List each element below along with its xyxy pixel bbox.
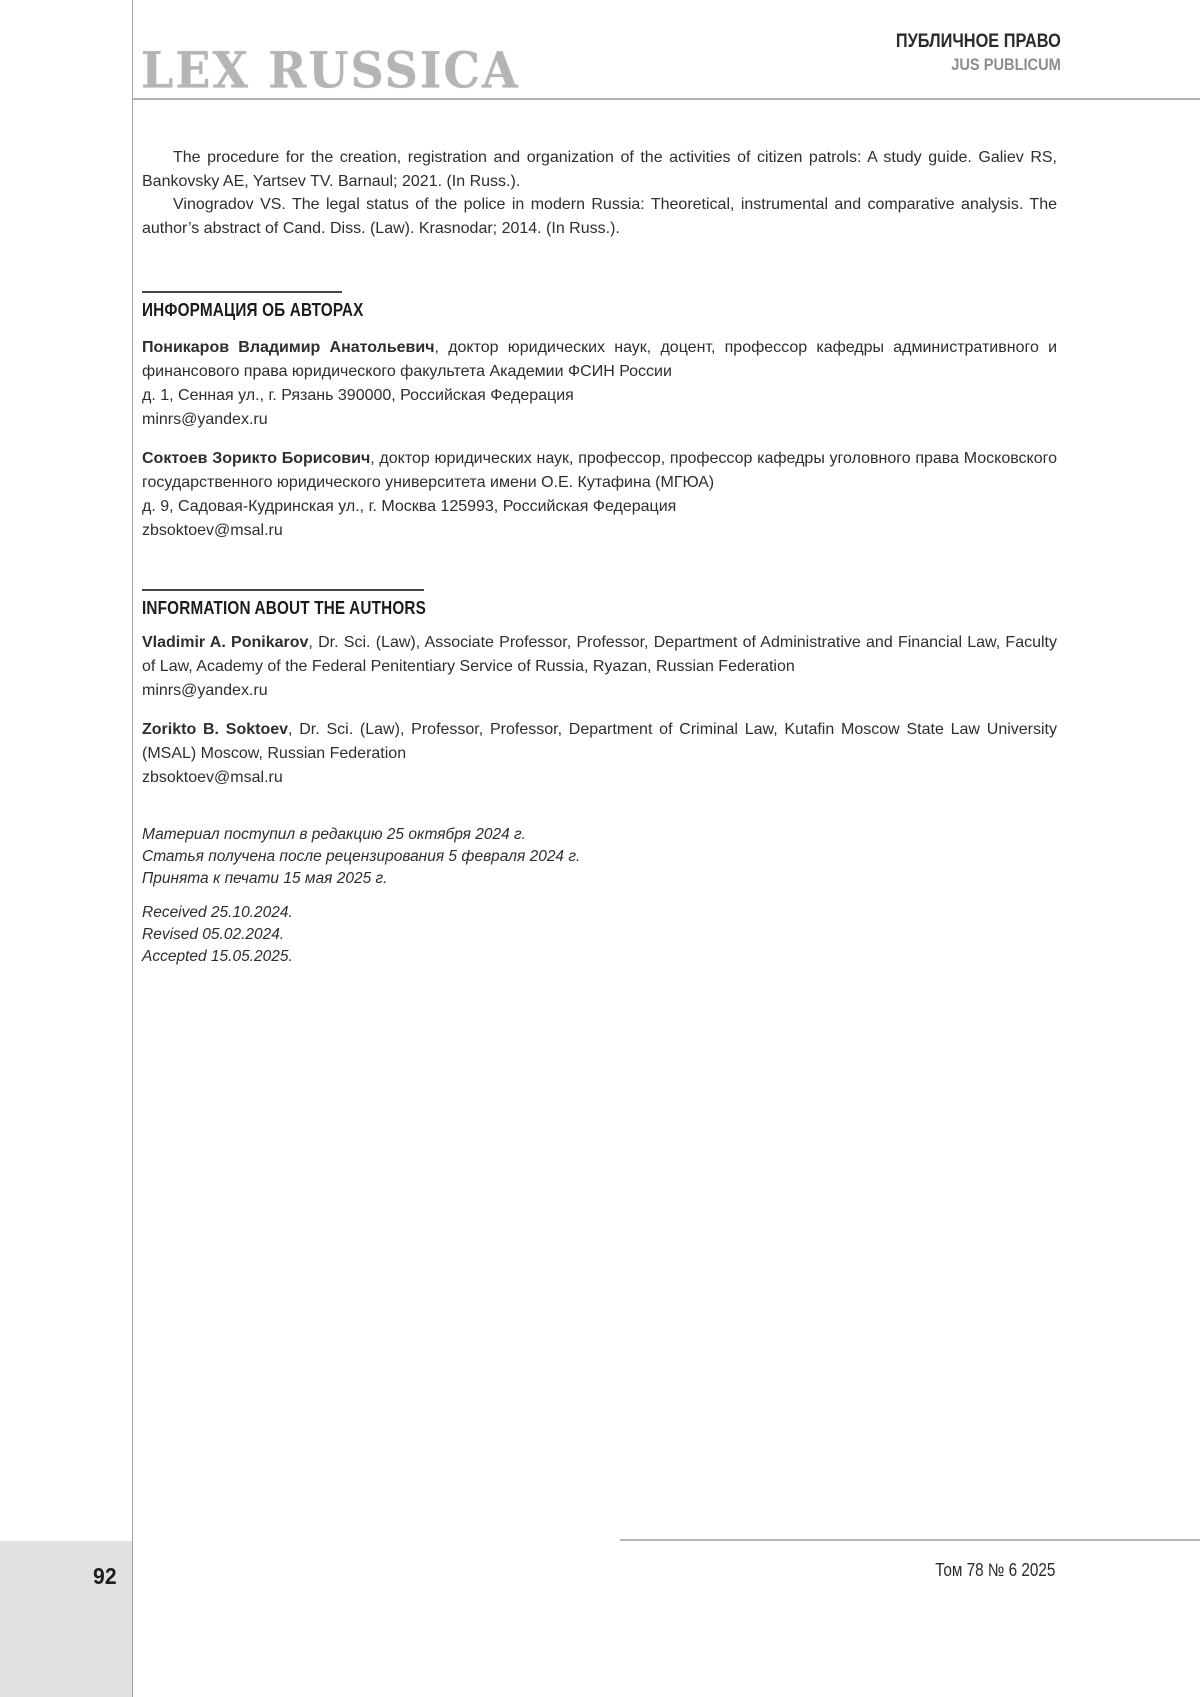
section-label-ru: ПУБЛИЧНОЕ ПРАВО: [896, 31, 1061, 52]
section-divider-ru: [142, 291, 342, 293]
section-label-latin: JUS PUBLICUM: [951, 55, 1061, 74]
author-email: zbsoktoev@msal.ru: [142, 769, 283, 786]
author-email: minrs@yandex.ru: [142, 411, 268, 428]
submission-dates-ru: [142, 824, 1057, 890]
authors-heading-ru: ИНФОРМАЦИЯ ОБ АВТОРАХ: [142, 300, 364, 320]
author-name: Vladimir A. Ponikarov: [142, 634, 309, 651]
page-number: 92: [93, 1563, 117, 1589]
journal-logo: LEX RUSSICA: [141, 41, 520, 100]
authors-heading-en: INFORMATION ABOUT THE AUTHORS: [142, 598, 426, 618]
date-received-en: Received 25.10.2024.: [142, 904, 293, 921]
author-info-en-soktoev: [142, 718, 1057, 790]
date-received-ru: Материал поступил в редакцию 25 октября 2024 г.: [142, 826, 526, 843]
author-description: , Dr. Sci. (Law), Associate Professor, Professor, Department of Administrative and Financial Law, Faculty of Law, Academy of the Federal Penitentiary Service of Russia, Ryazan, Russian Federation: [142, 634, 1057, 675]
author-info-ru-ponikarov: [142, 336, 1057, 432]
author-email: minrs@yandex.ru: [142, 682, 268, 699]
left-vertical-rule: [132, 0, 133, 1697]
date-accepted-en: Accepted 15.05.2025.: [142, 948, 293, 965]
page-number-box: [0, 1541, 132, 1697]
footer-divider-line: [620, 1539, 1200, 1541]
author-name: Поникаров Владимир Анатольевич: [142, 339, 435, 356]
author-description: , Dr. Sci. (Law), Professor, Professor, Department of Criminal Law, Kutafin Moscow State Law University (MSAL) Moscow, Russian Federation: [142, 721, 1057, 762]
reference-item: The procedure for the creation, registration and organization of the activities of citizen patrols: A study guide. Galiev RS, Bankovsky AE, Yartsev TV. Barnaul; 2021. (In Russ.).: [142, 149, 1057, 190]
section-divider-en: [142, 589, 424, 591]
issue-info: Том 78 № 6 2025: [934, 1560, 1055, 1580]
date-revised-en: Revised 05.02.2024.: [142, 926, 285, 943]
author-name: Соктоев Зорикто Борисович: [142, 450, 371, 467]
author-address: д. 9, Садовая-Кудринская ул., г. Москва 125993, Российская Федерация: [142, 498, 677, 515]
author-name: Zorikto B. Soktoev: [142, 721, 289, 738]
author-info-ru-soktoev: [142, 447, 1057, 543]
references-block: [142, 146, 1057, 240]
author-description: , доктор юридических наук, доцент, профессор кафедры административного и финансового права юридического факультета Академии ФСИН России: [142, 339, 1058, 380]
submission-dates-en: [142, 902, 1057, 968]
author-email: zbsoktoev@msal.ru: [142, 522, 283, 539]
date-revised-ru: Статья получена после рецензирования 5 февраля 2024 г.: [142, 848, 581, 865]
date-accepted-ru: Принята к печати 15 мая 2025 г.: [142, 870, 388, 887]
author-address: д. 1, Сенная ул., г. Рязань 390000, Российская Федерация: [142, 387, 574, 404]
author-info-en-ponikarov: [142, 631, 1057, 703]
author-description: , доктор юридических наук, профессор, профессор кафедры уголовного права Московского государственного юридического университета имени О.Е. Кутафина (МГЮА): [142, 450, 1057, 491]
reference-item: Vinogradov VS. The legal status of the police in modern Russia: Theoretical, instrumental and comparative analysis. The author’s abstract of Cand. Diss. (Law). Krasnodar; 2014. (In Russ.).: [142, 196, 1057, 237]
header-section-labels: [869, 30, 1061, 76]
